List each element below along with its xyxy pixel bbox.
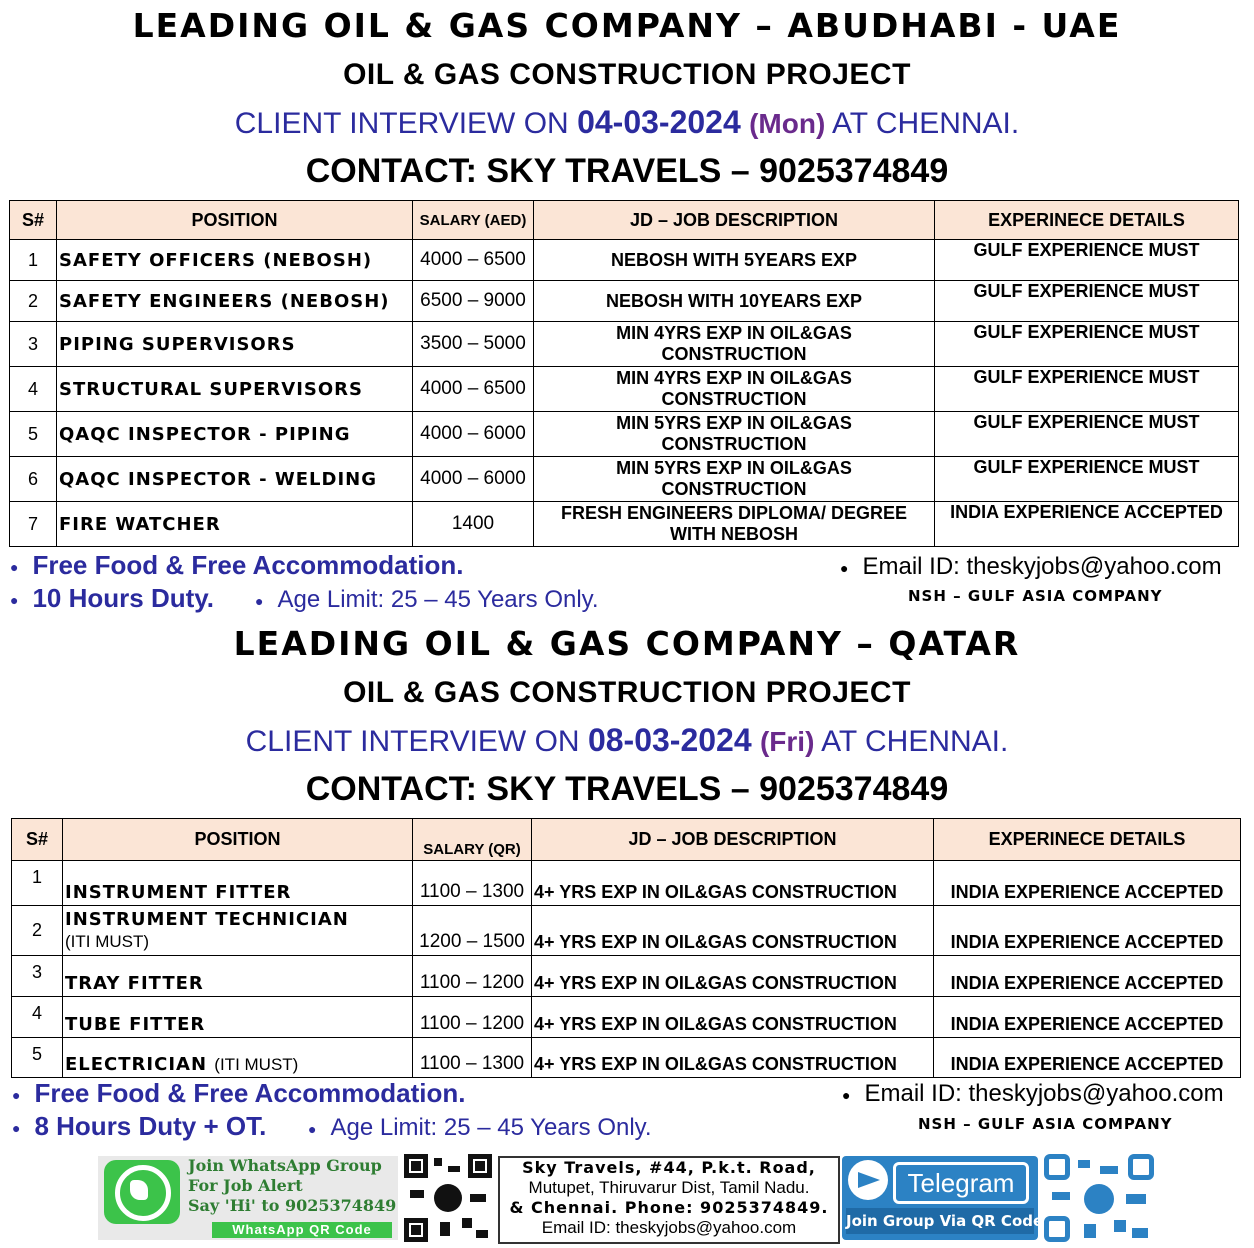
table-row [10,412,1239,457]
section1-interview-line [0,104,1254,141]
row-experience: INDIA EXPERIENCE ACCEPTED [934,861,1241,906]
contact-label: CONTACT: SKY TRAVELS – [305,152,750,190]
section1-bullet-duty [10,583,214,614]
contact-phone: 9025374849 [759,770,949,808]
row-experience: GULF EXPERIENCE MUST [935,240,1239,281]
row-salary: 6500 – 9000 [413,281,534,322]
section1-bullet-food [10,550,463,581]
row-sn: 1 [10,240,57,281]
section2-interview-line [0,722,1254,759]
row-experience: INDIA EXPERIENCE ACCEPTED [934,906,1241,956]
whatsapp-qr-label: WhatsApp QR Code [212,1222,392,1238]
section2-bullet-age [308,1114,652,1142]
row-experience: GULF EXPERIENCE MUST [935,322,1239,367]
interview-suffix: AT CHENNAI. [821,725,1009,758]
telegram-icon [848,1160,888,1200]
row-sn: 3 [12,956,63,997]
whatsapp-line-1: Join WhatsApp Group [188,1156,382,1175]
jd-line-2: WITH NEBOSH [670,524,798,544]
row-sn: 5 [12,1038,63,1078]
table-row [12,906,1241,956]
address-line-4: Email ID: theskyjobs@yahoo.com [541,1218,797,1237]
section1-email [840,553,1222,581]
row-salary: 1100 – 1300 [413,1038,532,1078]
address-box [498,1156,840,1244]
header-experience: EXPERINECE DETAILS [934,819,1241,861]
interview-date: 04-03-2024 [577,104,741,140]
row-salary: 1400 [413,502,534,547]
row-position [63,906,413,956]
header-salary: SALARY (AED) [413,201,534,240]
section1-contact-line [0,152,1254,191]
row-experience: INDIA EXPERIENCE ACCEPTED [934,1038,1241,1078]
interview-date: 08-03-2024 [587,722,752,758]
telegram-qr-code-icon [1044,1154,1154,1242]
section2-title: LEADING OIL & GAS COMPANY – QATAR [233,624,1021,663]
email-text: Email ID: theskyjobs@yahoo.com [864,1080,1224,1107]
jd-line-1: MIN 5YRS EXP IN OIL&GAS [616,413,852,433]
bullet-text: 8 Hours Duty + OT. [34,1111,267,1141]
position-name: INSTRUMENT TECHNICIAN [65,908,349,930]
bullet-dot: ● [12,1087,21,1104]
section2-subtitle: OIL & GAS CONSTRUCTION PROJECT [343,676,911,709]
table-row [10,281,1239,322]
row-salary: 4000 – 6000 [413,457,534,502]
bullet-dot: ● [308,1120,317,1137]
row-sn: 4 [10,367,57,412]
row-position: STRUCTURAL SUPERVISORS [57,367,413,412]
header-position: POSITION [57,201,413,240]
contact-phone: 9025374849 [759,152,949,190]
whatsapp-icon [104,1160,180,1224]
row-salary: 1100 – 1200 [413,956,532,997]
row-experience: GULF EXPERIENCE MUST [935,412,1239,457]
row-salary: 3500 – 5000 [413,322,534,367]
bullet-dot: ● [10,592,19,609]
section2-bullet-duty [12,1111,266,1142]
whatsapp-line-2: For Job Alert [188,1176,303,1195]
interview-prefix: CLIENT INTERVIEW ON [234,107,569,140]
table-row [10,240,1239,281]
row-experience: GULF EXPERIENCE MUST [935,367,1239,412]
table-row [12,997,1241,1038]
telegram-label: Telegram [893,1162,1029,1204]
address-line-1: Sky Travels, #44, P.k.t. Road, [522,1158,816,1177]
header-position: POSITION [63,819,413,861]
section2-email [842,1080,1224,1108]
row-salary: 1200 – 1500 [413,906,532,956]
table-row [12,861,1241,906]
bullet-dot: ● [10,559,19,576]
section1-jobs-table [9,200,1239,547]
section1-title: LEADING OIL & GAS COMPANY – ABUDHABI - UAE [132,6,1122,45]
jd-line-2: CONSTRUCTION [661,434,807,454]
row-position: PIPING SUPERVISORS [57,322,413,367]
section1-bullet-age [255,586,599,614]
header-jd: JD – JOB DESCRIPTION [534,201,935,240]
row-sn: 5 [10,412,57,457]
position-note: (ITI MUST) [214,1055,299,1074]
bullet-dot: ● [255,592,264,609]
row-position: SAFETY OFFICERS (NEBOSH) [57,240,413,281]
row-position: QAQC INSPECTOR - PIPING [57,412,413,457]
row-jd [534,457,935,502]
bullet-text: Age Limit: 25 – 45 Years Only. [330,1114,652,1141]
table-row [12,956,1241,997]
row-salary: 1100 – 1300 [413,861,532,906]
table-header-row [10,201,1239,240]
table-row [12,1038,1241,1078]
row-sn: 2 [10,281,57,322]
row-position: QAQC INSPECTOR - WELDING [57,457,413,502]
section1-company: NSH – GULF ASIA COMPANY [908,587,1163,605]
bullet-dot: ● [840,559,849,576]
row-jd [534,367,935,412]
interview-prefix: CLIENT INTERVIEW ON [245,725,580,758]
bullet-text: Free Food & Free Accommodation. [34,1078,466,1108]
row-jd: 4+ YRS EXP IN OIL&GAS CONSTRUCTION [532,956,934,997]
header-sn: S# [12,819,63,861]
jd-line-2: CONSTRUCTION [661,479,807,499]
position-name: ELECTRICIAN [65,1054,208,1075]
address-line-3: & Chennai. Phone: 9025374849. [509,1198,829,1217]
interview-day: (Fri) [759,726,815,757]
table-row [10,367,1239,412]
telegram-sub: Join Group Via QR Code [846,1208,1034,1234]
row-jd [534,502,935,547]
row-position: INSTRUMENT FITTER [63,861,413,906]
row-sn: 2 [12,906,63,956]
row-experience: INDIA EXPERIENCE ACCEPTED [935,502,1239,547]
section2-jobs-table [11,818,1241,1078]
header-experience: EXPERINECE DETAILS [935,201,1239,240]
row-jd: NEBOSH WITH 10YEARS EXP [534,281,935,322]
header-jd: JD – JOB DESCRIPTION [532,819,934,861]
row-salary: 4000 – 6000 [413,412,534,457]
row-position: FIRE WATCHER [57,502,413,547]
bullet-dot: ● [842,1086,851,1103]
table-header-row [12,819,1241,861]
row-jd: NEBOSH WITH 5YEARS EXP [534,240,935,281]
section1-subtitle: OIL & GAS CONSTRUCTION PROJECT [343,58,911,91]
jd-line-1: MIN 4YRS EXP IN OIL&GAS [616,323,852,343]
jd-line-1: MIN 5YRS EXP IN OIL&GAS [616,458,852,478]
jd-line-1: MIN 4YRS EXP IN OIL&GAS [616,368,852,388]
position-note: (ITI MUST) [65,931,150,951]
qr-code-icon [404,1154,492,1242]
row-sn: 6 [10,457,57,502]
bullet-text: Age Limit: 25 – 45 Years Only. [277,586,599,613]
section2-company: NSH – GULF ASIA COMPANY [918,1115,1173,1133]
row-jd [534,412,935,457]
row-jd [534,322,935,367]
bullet-dot: ● [12,1120,21,1137]
row-jd: 4+ YRS EXP IN OIL&GAS CONSTRUCTION [532,997,934,1038]
whatsapp-text [188,1156,396,1216]
bullet-text: Free Food & Free Accommodation. [32,550,464,580]
header-sn: S# [10,201,57,240]
header-salary: SALARY (QR) [413,819,532,861]
row-salary: 1100 – 1200 [413,997,532,1038]
row-salary: 4000 – 6500 [413,367,534,412]
whatsapp-line-3: Say 'Hi' to 9025374849 [188,1196,397,1215]
table-row [10,457,1239,502]
jd-line-2: CONSTRUCTION [661,344,807,364]
email-text: Email ID: theskyjobs@yahoo.com [862,553,1222,580]
interview-suffix: AT CHENNAI. [831,107,1020,140]
row-jd: 4+ YRS EXP IN OIL&GAS CONSTRUCTION [532,861,934,906]
row-sn: 7 [10,502,57,547]
row-sn: 4 [12,997,63,1038]
row-position: SAFETY ENGINEERS (NEBOSH) [57,281,413,322]
table-row [10,322,1239,367]
section2-contact-line [0,770,1254,809]
row-position: TUBE FITTER [63,997,413,1038]
row-experience: GULF EXPERIENCE MUST [935,457,1239,502]
row-position [63,1038,413,1078]
row-position: TRAY FITTER [63,956,413,997]
row-salary: 4000 – 6500 [413,240,534,281]
jd-line-1: FRESH ENGINEERS DIPLOMA/ DEGREE [560,503,908,523]
interview-day: (Mon) [749,108,826,139]
bullet-text: 10 Hours Duty. [32,583,215,613]
row-experience: GULF EXPERIENCE MUST [935,281,1239,322]
address-line-2: Mutupet, Thiruvarur Dist, Tamil Nadu. [528,1178,810,1197]
contact-label: CONTACT: SKY TRAVELS – [305,770,750,808]
row-experience: INDIA EXPERIENCE ACCEPTED [934,956,1241,997]
row-experience: INDIA EXPERIENCE ACCEPTED [934,997,1241,1038]
row-sn: 3 [10,322,57,367]
jd-line-2: CONSTRUCTION [661,389,807,409]
row-sn: 1 [12,861,63,906]
table-row [10,502,1239,547]
row-jd: 4+ YRS EXP IN OIL&GAS CONSTRUCTION [532,1038,934,1078]
section2-bullet-food [12,1078,465,1109]
row-jd: 4+ YRS EXP IN OIL&GAS CONSTRUCTION [532,906,934,956]
